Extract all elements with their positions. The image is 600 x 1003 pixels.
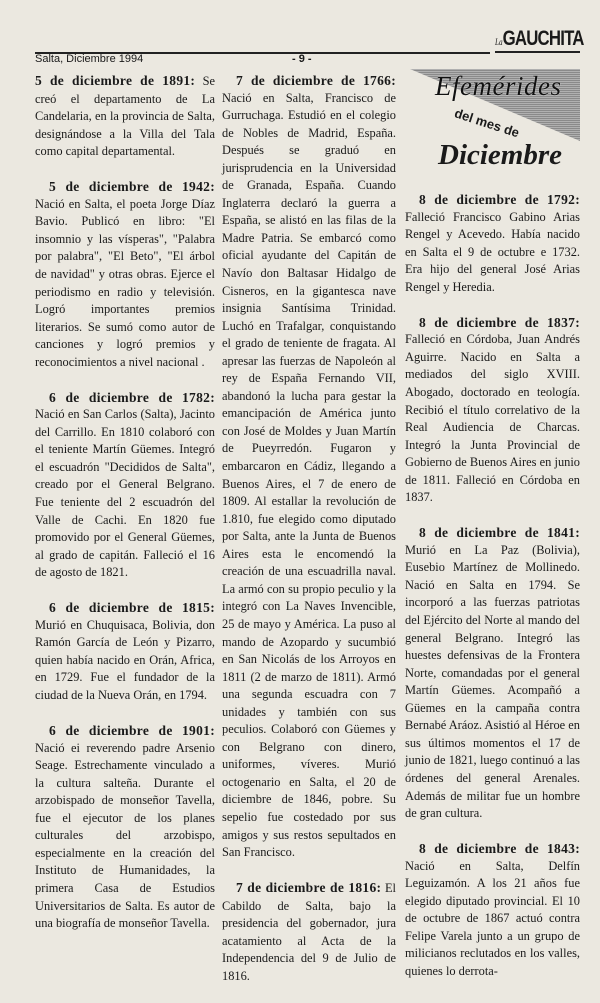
entry: [405, 524, 580, 822]
entry-date: 8 de diciembre de 1837:: [419, 314, 580, 330]
entry-date: 6 de diciembre de 1815:: [49, 600, 215, 616]
logo-prefix: La: [495, 37, 503, 47]
newspaper-logo: [495, 27, 584, 51]
entry-date: 8 de diciembre de 1843:: [419, 841, 580, 857]
entry: [222, 72, 396, 862]
entry-date: 8 de diciembre de 1792:: [419, 192, 580, 207]
logo-text: GAUCHITA: [502, 27, 584, 50]
entry-date: 6 de diciembre de 1901:: [49, 723, 215, 739]
entry: [405, 191, 580, 296]
entry-date: 6 de diciembre de 1782:: [49, 389, 215, 405]
entry-text: Nació en Salta, Francisco de Gurruchaga. Estudió en el colegio de Nobles de Madrid, España. Después se graduó en jurisprudencia en la Universidad de Granada, España. Cuando Inglaterra declaró la guerra a España, se alistó en las filas de la Madre Patria. Se embarcó como oficial ayudante del Capitán de Navío don Baltasar Hidalgo de Cisneros, en la gigantesca nave insignia Santísima Trinidad. Luchó en Trafalgar, conquistando el grado de teniente de fragata. Al apresar las fuerzas de Napoleón al rey de España Fernando VII, abandonó la lucha para gestar la emancipación de América junto con José de Moldes y Juan Martín de Pueyrredón. Fugaron y embarcaron en Cádiz, llegando a Buenos Aires, el 7 de enero de 1809. Al estallar la revolución de 1.810, fue elegido como diputado por Salta, ante la Junta de Buenos Aires esta le encomendó la creación de una escuadrilla naval. La armó con su propio peculio y la integró con La Naves Invencible, 25 de mayo y América. La puso al mando de Azopardo y sucumbió en San Nicolás de los Arroyos en 1811 (2 de marzo de 1811). Armó una segunda escuadra con 7 unidades y también con sus peculios. Colaboró con Güemes y con Belgrano con dinero, uniformes, víveres. Murió octogenario en Salta, el 20 de diciembre de 1846, pobre. Su sepelio fue costedado por sus amigos y sus restos sepultados en San Francisco.: [222, 90, 396, 860]
entry-date: 7 de diciembre de 1766:: [236, 73, 396, 88]
entry-text: Nació en Salta, el poeta Jorge Díaz Bavio. Publicó en libro: "El insomnio y las vísperas", "Palabra por palabra", "El Beto", "El árbol de navidad" y otras obras. Ejerce el periodismo en radio y televisión. Logró importantes premios literarios. Se sumó como autor de canciones y logró premios y reconocimientos a nivel nacional .: [35, 196, 215, 369]
entry: [35, 389, 215, 582]
issue-date: Salta, Diciembre 1994: [35, 53, 144, 65]
entry-text: Murió en La Paz (Bolivia), Eusebio Martínez de Mollinedo. Nació en Salta en 1794. Se incorporó a las fuerzas patriotas del Ejército del Norte al mando del general Belgrano. Integró las huestes defensivas de la Frontera Norte, comandadas por el general Martín Güemes. Acompañó a Güemes en la campaña contra Bernabé Aráoz. Asistió al Héroe en sus últimos momentos el 17 de junio de 1821, luego continuó a las órdenes del general Arenales. Además de militar fue un hombre de gran cultura.: [405, 542, 580, 821]
entry-text: Nació ei reverendo padre Arsenio Seage. Estrechamente vinculado a la cultura salteña. Durante el arzobispado de monseñor Tavella, fue el ejecutor de los planes culturales del arzobispo, especialmente en la creación del Instituto de Humanidades, la primera Casa de Estudios Universitarios de Salta. Es autor de una biografía de monseñor Tavella.: [35, 740, 215, 931]
entry-text: Nació en San Carlos (Salta), Jacinto del Carrillo. En 1810 colaboró con el teniente Martín Güemes. Integró el escuadrón "Decididos de Salta", creado por el General Belgrano. Fue teniente del 2 escuadrón del Valle de Cachi. En 1820 fue promovido por el General Güemes, al grado de capitán. Falleció el 16 de agosto de 1821.: [35, 407, 215, 580]
entry-text: Falleció en Córdoba, Juan Andrés Aguirre. Nacido en Salta a mediados del siglo XVIII. Abogado, doctorado en teología. Recibió el título correlativo de la Real Audiencia de Charcas. Integró la Junta Provincial de Gobierno de Buenos Aires en junio de 1811. Falleció en Córdoba en 1837.: [405, 332, 580, 505]
entry: [35, 72, 215, 161]
page-number: - 9 -: [292, 53, 312, 65]
entry: [35, 599, 215, 704]
entry-text: Murió en Chuquisaca, Bolivia, don Ramón García de León y Pizarro, quien había nacido en Orán, Africa, en 1729. Fue el fundador de la ciudad de la Nueva Orán, en 1794.: [35, 617, 215, 702]
column-3: [405, 191, 580, 998]
entry-text: Falleció Francisco Gabino Arias Rengel y Acevedo. Había nacido en Salta el 9 de octubre e 1732. Era hijo del general José Arias Rengel y Heredia.: [405, 209, 580, 294]
entry-text: Se creó el departamento de La Candelaria, en la provincia de Salta, designándose a la Villa del Tala como capital departamental.: [35, 74, 215, 159]
entry-text: El Cabildo de Salta, bajo la presidencia del gobernador, jura acatamiento al Acta de la Independencia del 9 de Julio de 1816.: [222, 881, 397, 983]
header-rule-right: [495, 51, 580, 53]
entry-date: 5 de diciembre de 1891:: [35, 73, 196, 88]
entry-date: 7 de diciembre de 1816:: [236, 880, 382, 896]
entry: [405, 840, 580, 980]
entry: [222, 879, 396, 985]
banner-month: Diciembre: [438, 139, 563, 171]
efemerides-banner: [410, 69, 580, 177]
banner-title: Efemérides: [435, 71, 562, 101]
entry-text: Nació en Salta, Delfín Leguizamón. A los 21 años fue elegido diputado provincial. El 10 de octubre de 1867 actuó contra Felipe Varela junto a un grupo de milicianos reclutados en los valles, quienes lo derrota-: [405, 858, 580, 978]
entry: [35, 722, 215, 933]
entry-date: 8 de diciembre de 1841:: [419, 525, 580, 541]
entry: [405, 314, 580, 507]
entry-date: 5 de diciembre de 1942:: [49, 179, 215, 195]
banner-subtitle: del mes de: [452, 105, 522, 141]
column-2: [222, 72, 396, 1003]
column-1: [35, 72, 215, 950]
entry: [35, 178, 215, 371]
